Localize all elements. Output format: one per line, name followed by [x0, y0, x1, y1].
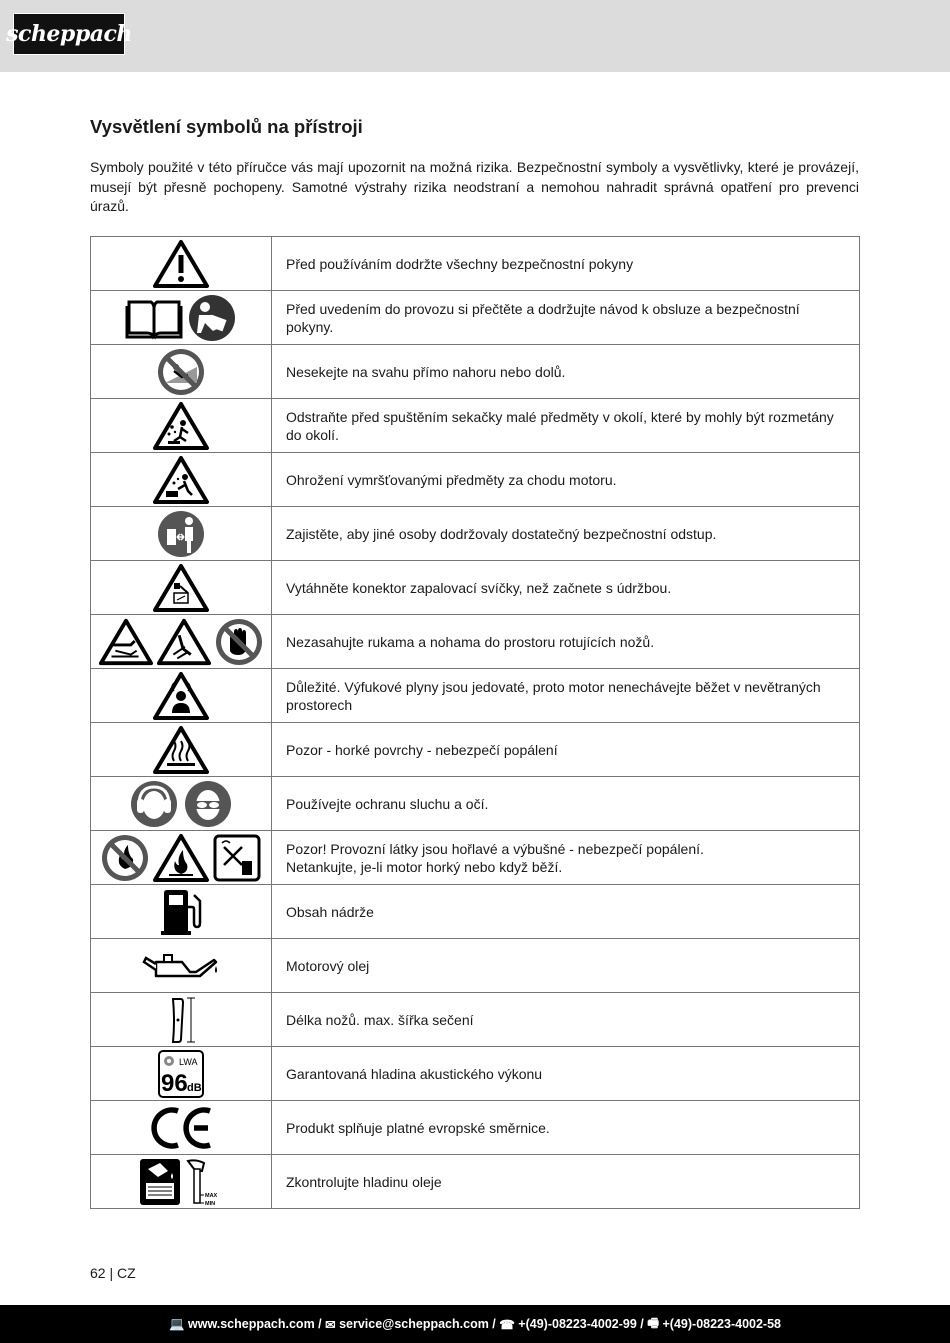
footer-separator: /: [314, 1317, 326, 1331]
page-number: 62: [90, 1265, 106, 1281]
eye-protection-icon: [183, 779, 233, 829]
table-row: [91, 1155, 860, 1209]
warning-triangle-icon: [152, 239, 210, 289]
footer-fax: +(49)-08223-4002-58: [662, 1317, 781, 1331]
manual-book-icon: [125, 296, 183, 340]
row-text: Garantovaná hladina akustického výkonu: [272, 1047, 860, 1101]
dipstick-icon: [184, 1157, 224, 1207]
table-row: [91, 399, 860, 453]
no-hands-icon: [214, 617, 264, 667]
svg-text:MIN: MIN: [205, 1200, 216, 1207]
svg-text:dB: dB: [187, 1081, 202, 1094]
table-row: [91, 939, 860, 993]
table-row: [91, 723, 860, 777]
row-text-secondary: Netankujte, je-li motor horký nebo když běží.: [286, 858, 563, 875]
header-bar: [0, 0, 950, 72]
footer-email[interactable]: service@scheppach.com: [339, 1317, 489, 1331]
mail-icon: ✉: [325, 1317, 340, 1332]
page-title: Vysvětlení symbolů na přístroji: [90, 116, 363, 137]
row-text: Pozor! Provozní látky jsou hořlavé a výbušné - nebezpečí popálení.: [286, 840, 704, 857]
spark-plug-icon: [152, 563, 210, 613]
oil-check-icon: [138, 1157, 182, 1207]
footer-bar: [0, 1305, 950, 1343]
row-text: Produkt splňuje platné evropské směrnice.: [272, 1101, 860, 1155]
computer-icon: 💻: [168, 1316, 189, 1331]
hot-surface-icon: [152, 725, 210, 775]
row-text: Zkontrolujte hladinu oleje: [272, 1155, 860, 1209]
toxic-fumes-icon: [152, 671, 210, 721]
row-text: Obsah nádrže: [272, 885, 860, 939]
row-text: Důležité. Výfukové plyny jsou jedovaté, proto motor nenechávejte běžet v nevětraných prostorech: [272, 669, 860, 723]
row-text: Před používáním dodržte všechny bezpečnostní pokyny: [272, 237, 860, 291]
symbols-table: [90, 236, 860, 1209]
row-text: Vytáhněte konektor zapalovací svíčky, než začnete s údržbou.: [272, 561, 860, 615]
table-row: [91, 831, 860, 885]
fax-icon: 🖷: [647, 1315, 663, 1330]
flammable-icon: [152, 833, 210, 883]
table-row: [91, 345, 860, 399]
no-fire-icon: [100, 833, 150, 883]
row-text: Délka nožů. max. šířka sečení: [272, 993, 860, 1047]
ear-protection-icon: [129, 779, 179, 829]
table-row: [91, 291, 860, 345]
table-row: [91, 453, 860, 507]
phone-icon: ☎: [499, 1317, 519, 1332]
blade-length-icon: [161, 995, 201, 1045]
footer-website[interactable]: www.scheppach.com: [188, 1317, 315, 1331]
row-text: Odstraňte před spuštěním sekačky malé předměty v okolí, které by mohly být rozmetány do okolí.: [272, 399, 860, 453]
row-text: Nezasahujte rukama a nohama do prostoru rotujících nožů.: [272, 615, 860, 669]
page-separator: |: [109, 1265, 117, 1281]
oil-can-icon: [142, 946, 220, 986]
read-manual-icon: [187, 293, 237, 343]
table-row: [91, 669, 860, 723]
language-code: CZ: [117, 1265, 136, 1281]
table-row: [91, 615, 860, 669]
footer-separator: /: [488, 1317, 500, 1331]
row-text: Před uvedením do provozu si přečtěte a dodržujte návod k obsluze a bezpečnostní pokyny.: [272, 291, 860, 345]
svg-text:MAX: MAX: [205, 1192, 218, 1199]
thrown-objects-icon: [152, 401, 210, 451]
intro-paragraph: Symboly použité v této příručce vás mají upozornit na možná rizika. Bezpečnostní symboly a vysvětlivky, které je provázejí, musejí být přesně pochopeny. Samotné výstrahy rizika neodstraní a nemohou nahradit správná opatření pro prevenci úrazů.: [90, 159, 859, 214]
keep-distance-icon: [156, 509, 206, 559]
table-row: [91, 885, 860, 939]
row-text: Používejte ochranu sluchu a očí.: [272, 777, 860, 831]
no-slope-mowing-icon: [156, 347, 206, 397]
footer-separator: /: [636, 1317, 648, 1331]
sound-level-icon: [157, 1049, 205, 1099]
row-text: Ohrožení vymršťovanými předměty za chodu motoru.: [272, 453, 860, 507]
footer-phone: +(49)-08223-4002-99: [518, 1317, 637, 1331]
scheppach-logo: scheppach: [13, 13, 125, 55]
no-refuel-hot-icon: [212, 833, 262, 883]
foot-blade-icon: [156, 617, 212, 667]
ejected-objects-icon: [152, 455, 210, 505]
table-row: [91, 777, 860, 831]
ce-mark-icon: [148, 1105, 214, 1151]
table-row: [91, 507, 860, 561]
hand-blade-icon: [98, 617, 154, 667]
table-row: [91, 1101, 860, 1155]
table-row: [91, 993, 860, 1047]
table-row: [91, 1047, 860, 1101]
fuel-pump-icon: [158, 887, 204, 937]
row-text: Motorový olej: [272, 939, 860, 993]
svg-text:96: 96: [161, 1069, 188, 1097]
table-row: [91, 561, 860, 615]
row-text: Nesekejte na svahu přímo nahoru nebo dolů.: [272, 345, 860, 399]
row-text: Pozor - horké povrchy - nebezpečí popálení: [272, 723, 860, 777]
page-footer-number: [90, 1265, 136, 1281]
svg-text:LWA: LWA: [179, 1056, 198, 1067]
row-text: Zajistěte, aby jiné osoby dodržovaly dostatečný bezpečnostní odstup.: [272, 507, 860, 561]
table-row: [91, 237, 860, 291]
